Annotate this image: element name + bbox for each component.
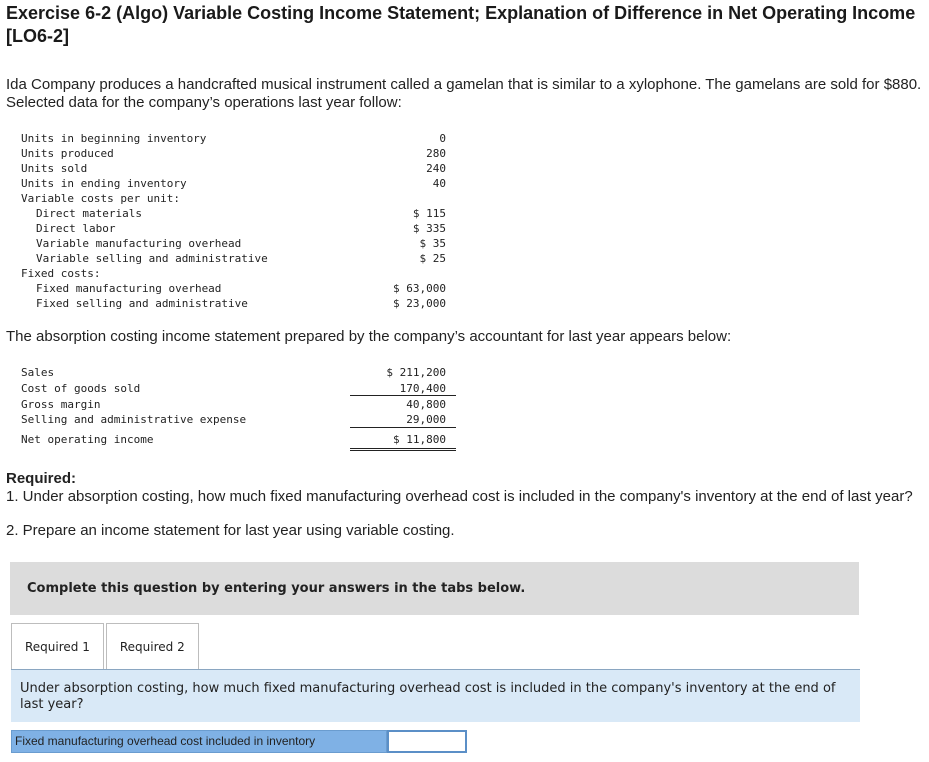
noi-value: $ 11,800 [393, 433, 446, 446]
direct-labor-value: $ 335 [412, 222, 446, 235]
gross-margin-value: 40,800 [406, 398, 446, 411]
fixed-mfg-overhead-label: Fixed manufacturing overhead [36, 282, 222, 295]
variable-sga-label: Variable selling and administrative [36, 252, 268, 265]
gross-margin-label: Gross margin [21, 398, 101, 411]
instructions-banner [10, 562, 859, 615]
variable-sga-value: $ 25 [419, 252, 446, 265]
cogs-underline [350, 395, 456, 396]
fixed-costs-header: Fixed costs: [21, 267, 101, 280]
direct-labor-label: Direct labor [36, 222, 116, 235]
page-title: Exercise 6-2 (Algo) Variable Costing Income Statement; Explanation of Difference in Net Operating Income [LO6-2] [6, 3, 916, 46]
intro-text: Ida Company produces a handcrafted musical instrument called a gamelan that is similar to a xylophone. The gamelans are sold for $880. Selected data for the company’s operations last year follow: [6, 76, 922, 111]
sga-underline [350, 427, 456, 428]
units-ending-value: 40 [432, 177, 446, 190]
answer-input[interactable] [387, 730, 467, 753]
variable-mfg-overhead-value: $ 35 [419, 237, 446, 250]
sales-value: $ 211,200 [386, 366, 446, 379]
fixed-sga-value: $ 23,000 [393, 297, 446, 310]
fixed-sga-label: Fixed selling and administrative [36, 297, 248, 310]
fixed-mfg-overhead-value: $ 63,000 [393, 282, 446, 295]
tab-bar [11, 623, 199, 671]
answer-label: Fixed manufacturing overhead cost included in inventory [11, 730, 387, 753]
banner-text: Complete this question by entering your answers in the tabs below. [27, 581, 526, 596]
tab-required-1[interactable]: Required 1 [11, 623, 104, 670]
cogs-value: 170,400 [399, 382, 446, 395]
required-item-2: 2. Prepare an income statement for last year using variable costing. [6, 522, 455, 539]
noi-double-underline [350, 447, 456, 451]
variable-costs-header: Variable costs per unit: [21, 192, 180, 205]
required-item-1: 1. Under absorption costing, how much fixed manufacturing overhead cost is included in the company's inventory at the end of last year? [6, 488, 913, 505]
sga-value: 29,000 [406, 413, 446, 426]
units-beginning-label: Units in beginning inventory [21, 132, 207, 145]
units-produced-value: 280 [426, 147, 446, 160]
question-text: Under absorption costing, how much fixed manufacturing overhead cost is included in the company's inventory at the end of last year? [20, 681, 836, 712]
absorption-intro-text: The absorption costing income statement prepared by the company’s accountant for last year appears below: [6, 328, 732, 345]
sales-label: Sales [21, 366, 55, 379]
units-sold-label: Units sold [21, 162, 88, 175]
units-ending-label: Units in ending inventory [21, 177, 187, 190]
question-box [11, 670, 860, 722]
noi-label: Net operating income [21, 433, 154, 446]
variable-mfg-overhead-label: Variable manufacturing overhead [36, 237, 242, 250]
required-heading: Required: [6, 470, 77, 487]
cogs-label: Cost of goods sold [21, 382, 141, 395]
tab-required-2[interactable]: Required 2 [106, 623, 199, 670]
sga-label: Selling and administrative expense [21, 413, 247, 426]
units-produced-label: Units produced [21, 147, 114, 160]
direct-materials-label: Direct materials [36, 207, 142, 220]
direct-materials-value: $ 115 [412, 207, 446, 220]
units-sold-value: 240 [426, 162, 446, 175]
units-beginning-value: 0 [439, 132, 446, 145]
